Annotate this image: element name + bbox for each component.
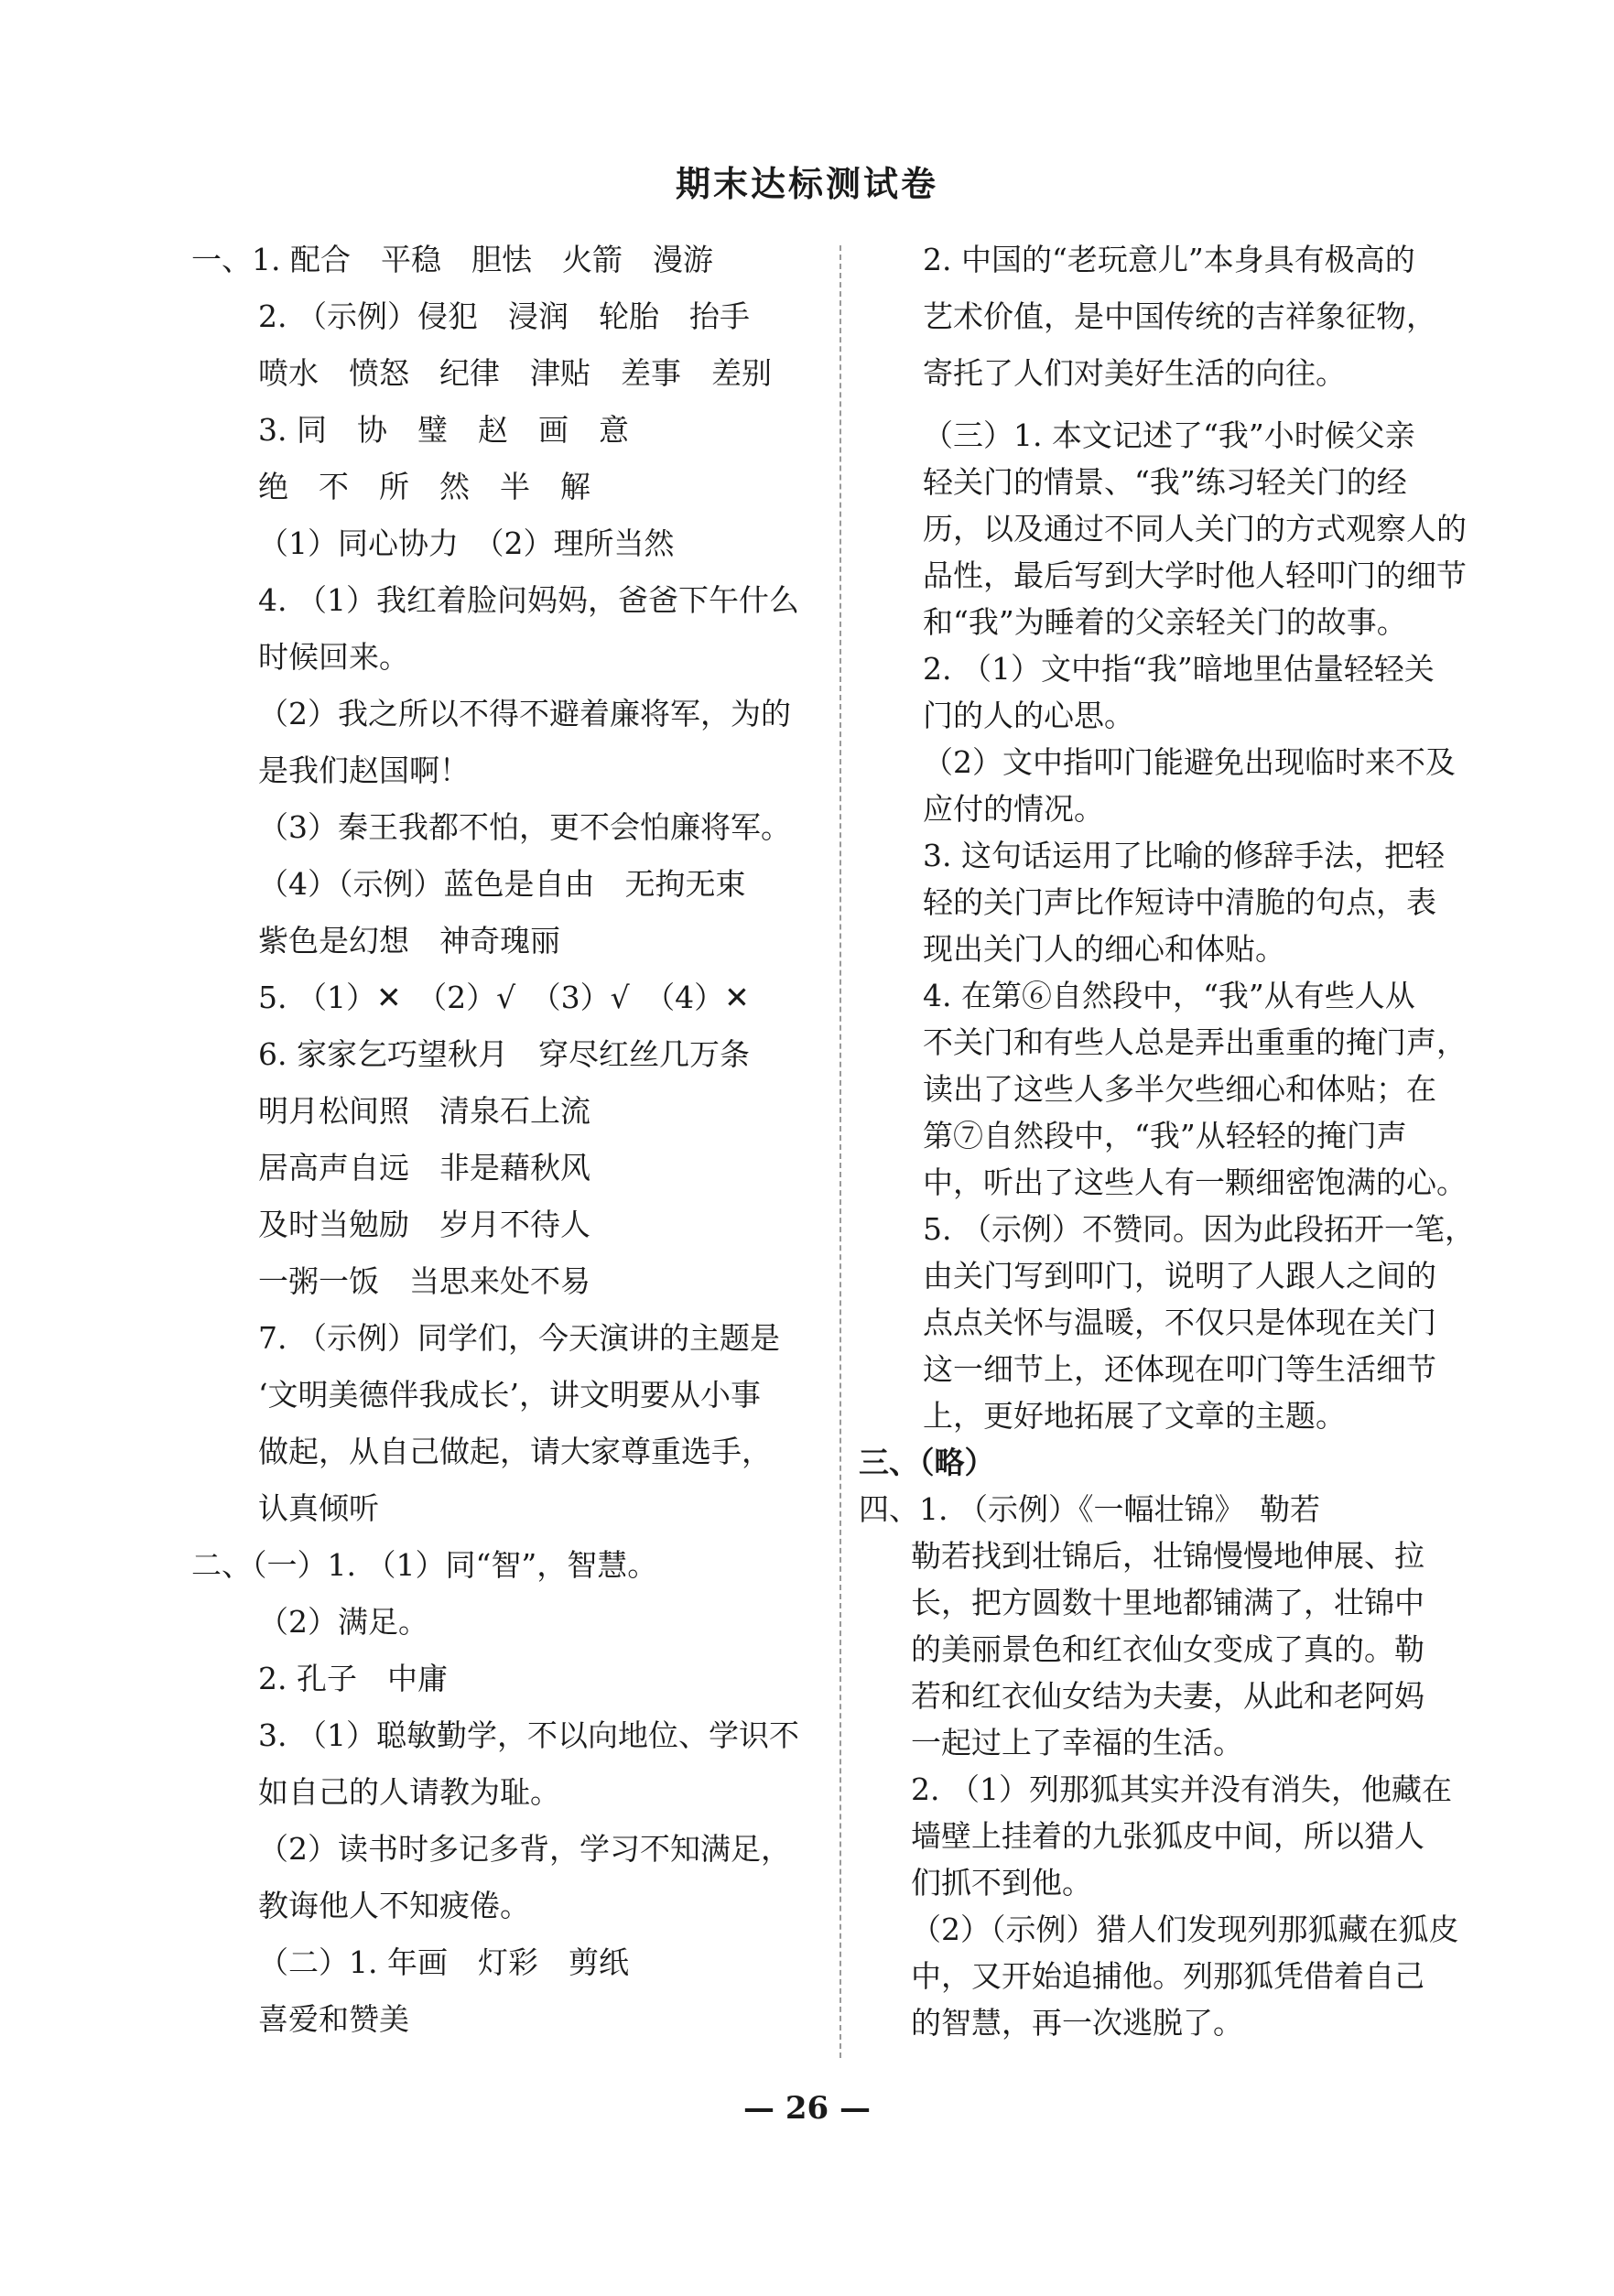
page-title: 期末达标测试卷 — [675, 163, 938, 204]
answer-line: 居高声自远 非是藉秋风 — [258, 1150, 590, 1186]
page-number: — 26 — — [743, 2090, 871, 2127]
answer-line: 门的人的心思。 — [923, 698, 1134, 733]
answer-line: 一、1. 配合 平稳 胆怯 火箭 漫游 — [191, 242, 713, 277]
answer-line: 四、1. （示例）《一幅壮锦》 勒若 — [859, 1491, 1320, 1527]
answer-line: 应付的情况。 — [923, 791, 1104, 827]
answer-line: 不关门和有些人总是弄出重重的掩门声， — [923, 1024, 1467, 1060]
answer-line: 2. （示例）侵犯 浸润 轮胎 抬手 — [258, 298, 750, 334]
answer-line: 和“我”为睡着的父亲轻关门的故事。 — [923, 604, 1407, 640]
answer-line: 若和红衣仙女结为夫妻，从此和老阿妈 — [911, 1678, 1424, 1714]
answer-line: 喜爱和赞美 — [258, 2001, 409, 2037]
answer-line: 这一细节上，还体现在叩门等生活细节 — [923, 1351, 1436, 1387]
answer-line: 7. （示例）同学们，今天演讲的主题是 — [258, 1320, 780, 1356]
answer-line: 三、（略） — [859, 1445, 995, 1480]
answer-line: 读出了这些人多半欠些细心和体贴；在 — [923, 1071, 1436, 1107]
answer-line: 2. （1）列那狐其实并没有消失，他藏在 — [911, 1771, 1452, 1807]
answer-line: 墙壁上挂着的九张狐皮中间，所以猎人 — [911, 1818, 1424, 1854]
answer-line: （2）（示例）猎人们发现列那狐藏在狐皮 — [911, 1912, 1459, 1947]
answer-line: 的智慧，再一次逃脱了。 — [911, 2005, 1243, 2041]
answer-line: 及时当勉励 岁月不待人 — [258, 1207, 590, 1242]
answer-line: （2）文中指叩门能避免出现临时来不及 — [923, 744, 1456, 780]
answer-line: 点点关怀与温暖，不仅只是体现在关门 — [923, 1305, 1436, 1340]
answer-line: 2. 中国的“老玩意儿”本身具有极高的 — [923, 242, 1415, 277]
answer-line: 长，把方圆数十里地都铺满了，壮锦中 — [911, 1585, 1424, 1620]
answer-line: 一起过上了幸福的生活。 — [911, 1725, 1243, 1760]
answer-line: 紫色是幻想 神奇瑰丽 — [258, 923, 560, 958]
answer-line: 中，又开始追捕他。列那狐凭借着自己 — [911, 1958, 1424, 1994]
answer-line: 2. 孔子 中庸 — [258, 1661, 448, 1696]
answer-line: 品性，最后写到大学时他人轻叩门的细节 — [923, 558, 1467, 593]
answer-line: 是我们赵国啊！ — [258, 753, 470, 788]
answer-line: （2）读书时多记多背，学习不知满足， — [258, 1831, 791, 1867]
answer-line: 寄托了人们对美好生活的向往。 — [923, 355, 1346, 391]
answer-line: 轻的关门声比作短诗中清脆的句点，表 — [923, 884, 1436, 920]
answer-line: 艺术价值，是中国传统的吉祥象征物， — [923, 298, 1436, 334]
answer-line: 喷水 愤怒 纪律 津贴 差事 差别 — [258, 355, 772, 391]
answer-line: 时候回来。 — [258, 639, 409, 675]
answer-line: 3. （1）聪敏勤学，不以向地位、学识不 — [258, 1717, 799, 1753]
answer-line: （2）满足。 — [258, 1604, 428, 1640]
answer-line: 6. 家家乞巧望秋月 穿尽红丝几万条 — [258, 1036, 750, 1072]
answer-line: 3. 这句话运用了比喻的修辞手法，把轻 — [923, 838, 1445, 873]
answer-line: 4. （1）我红着脸问妈妈，爸爸下午什么 — [258, 582, 799, 618]
answer-line: 明月松间照 清泉石上流 — [258, 1093, 590, 1129]
answer-line: （1）同心协力 （2）理所当然 — [258, 525, 675, 561]
answer-line: 一粥一饭 当思来处不易 — [258, 1263, 590, 1299]
answer-line: 历，以及通过不同人关门的方式观察人的 — [923, 511, 1467, 547]
answer-line: 5. （1）✕ （2）√ （3）√ （4）✕ — [258, 980, 750, 1015]
answer-line: 如自己的人请教为耻。 — [258, 1774, 560, 1810]
answer-line: （三）1. 本文记述了“我”小时候父亲 — [923, 417, 1415, 453]
answer-line: 勒若找到壮锦后，壮锦慢慢地伸展、拉 — [911, 1538, 1424, 1574]
answer-line: 认真倾听 — [258, 1490, 379, 1526]
answer-line: 5. （示例）不赞同。因为此段拓开一笔， — [923, 1211, 1475, 1247]
column-divider — [839, 245, 841, 2058]
answer-line: （3）秦王我都不怕，更不会怕廉将军。 — [258, 809, 791, 845]
answer-line: 2. （1）文中指“我”暗地里估量轻轻关 — [923, 651, 1435, 687]
answer-line: ‘文明美德伴我成长’，讲文明要从小事 — [258, 1377, 761, 1413]
answer-line: 4. 在第⑥自然段中，“我”从有些人从 — [923, 978, 1415, 1013]
answer-line: （4）（示例）蓝色是自由 无拘无束 — [258, 866, 746, 902]
answer-line: 第⑦自然段中，“我”从轻轻的掩门声 — [923, 1118, 1407, 1153]
answer-line: 的美丽景色和红衣仙女变成了真的。勒 — [911, 1631, 1424, 1667]
answer-line: 3. 同 协 璧 赵 画 意 — [258, 412, 629, 448]
answer-line: 绝 不 所 然 半 解 — [258, 469, 590, 504]
answer-line: 上，更好地拓展了文章的主题。 — [923, 1398, 1346, 1434]
answer-line: 轻关门的情景、“我”练习轻关门的经 — [923, 464, 1407, 500]
answer-line: （2）我之所以不得不避着廉将军，为的 — [258, 696, 791, 731]
answer-line: 做起，从自己做起，请大家尊重选手， — [258, 1434, 772, 1469]
answer-line: 们抓不到他。 — [911, 1865, 1092, 1901]
answer-line: 二、（一）1. （1）同“智”，智慧。 — [191, 1547, 658, 1583]
answer-line: 教诲他人不知疲倦。 — [258, 1888, 530, 1923]
answer-line: 中，听出了这些人有一颗细密饱满的心。 — [923, 1164, 1467, 1200]
answer-line: （二）1. 年画 灯彩 剪纸 — [258, 1944, 629, 1980]
answer-line: 由关门写到叩门，说明了人跟人之间的 — [923, 1258, 1436, 1294]
answer-line: 现出关门人的细心和体贴。 — [923, 931, 1285, 967]
